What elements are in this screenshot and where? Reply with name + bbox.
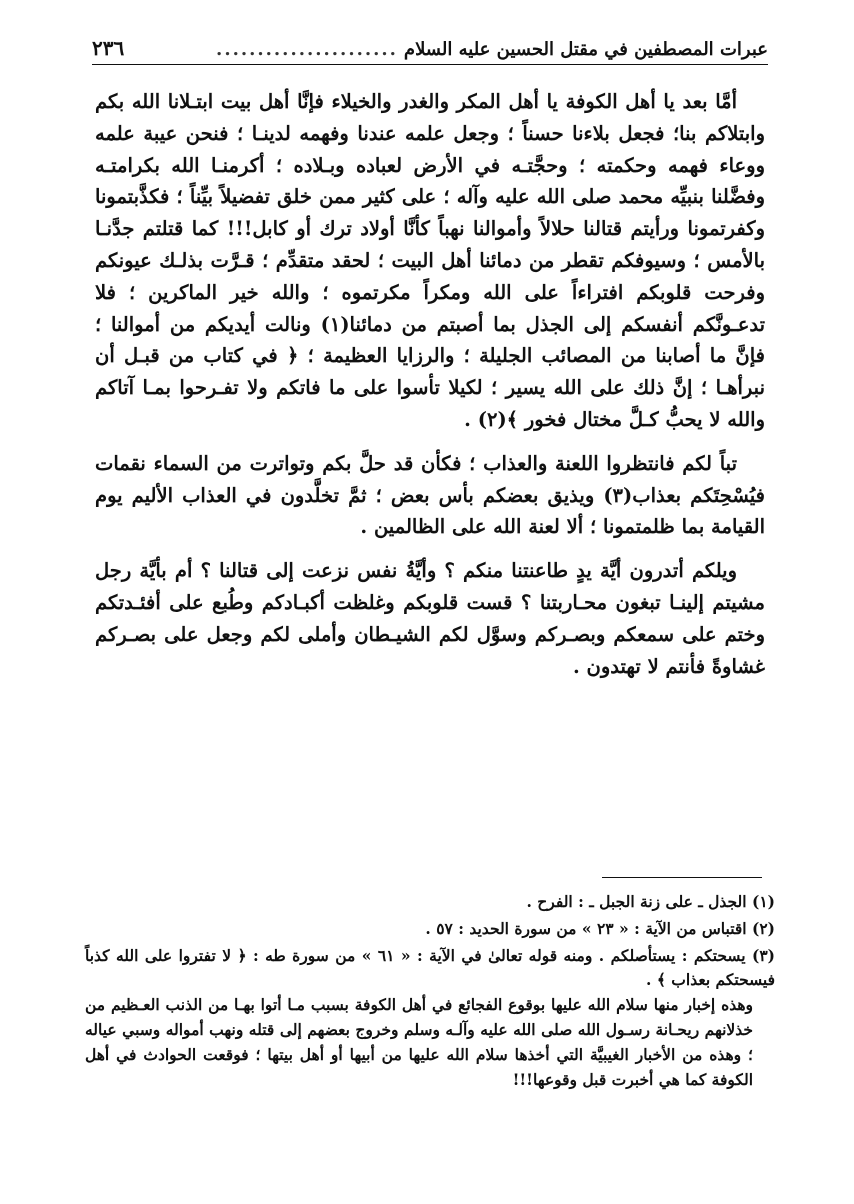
footnote-separator [602, 877, 762, 878]
footnotes [85, 888, 775, 1092]
footnote-item: (٣) يسحتكم : يستأصلكم . ومنه قوله تعالىٰ في الآية : « ٦١ » من سورة طه : ﴿ لا تفتروا على الله كذباً فيسحتكم بعذاب ﴾ . [85, 945, 775, 990]
footnote-item: (١) الجذل ـ على زنة الجبل ـ : الفرح . [526, 892, 775, 911]
page-number: ٢٣٦ [92, 36, 125, 60]
paragraph: ويلكم أتدرون أيَّة يدٍ طاعنتنا منكم ؟ وأيَّةُ نفس نزعت إلى قتالنا ؟ أم بأيَّة رجل مشيتم إلينـا تبغون محـاربتنا ؟ قست قلوبكم وغلظت أكبـادكم وطُبع على أفئـدتكم وختم على سمعكم وبصـركم وسوَّل لكم الشيـطان وأملى لكم وجعل على بصـركم غشاوةً فأنتم لا تهتدون . [95, 559, 765, 678]
book-title: عبرات المصطفين في مقتل الحسين عليه السلام [403, 39, 768, 60]
main-text [95, 86, 765, 694]
footnote-continuation: وهذه إخبار منها سلام الله عليها بوقوع الفجائع في أهل الكوفة بسبب مـا أتوا بهـا من الذنب العـظيم من خذلانهم ريحـانة رسـول الله صلى الله عليه وآلـه وسلم وخروج بعضهم إلى قتله ونهب أمواله وسبي عياله ؛ وهذه من الأخبار الغيبيَّة التي أخذها سلام الله عليها من أبيها أو أهل بيتها ؛ فوقعت الحوادث في أهل الكوفة كما هي أخبرت قبل وقوعها!!! [85, 995, 753, 1089]
footnote-item: (٢) اقتباس من الآية : « ٢٣ » من سورة الحديد : ٥٧ . [425, 918, 775, 938]
running-header [92, 30, 768, 65]
leader-dots: ...................... [216, 39, 398, 60]
paragraph: أمَّا بعد يا أهل الكوفة يا أهل المكر والغدر والخيلاء فإنَّا أهل بيت ابتـلانا الله بكم وابتلاكم بنا؛ فجعل بلاءنا حسناً ؛ وجعل علمه عندنا وفهمه لدينـا ؛ فنحن عيبة علمه ووعاء فهمه وحكمته ؛ وحجَّتـه في الأرض لعباده وبـلاده ؛ أكرمنـا الله بكرامتـه وفضَّلنا بنبيِّه محمد صلى الله عليه وآله ؛ على كثير ممن خلق تفضيلاً بيِّناً ؛ فكذَّبتمونا وكفرتمونا ورأيتم قتالنا حلالاً وأموالنا نهباً كأنَّا أولاد ترك أو كابل!!! كما قتلتم جدَّنـا بالأمس ؛ وسيوفكم تقطر من دمائنا أهل البيت ؛ لحقد متقدِّم ؛ قـرَّت بذلـك عيونكم وفرحت قلوبكم افتراءاً على الله ومكراً مكرتموه ؛ والله خير الماكرين ؛ فلا تدعـونَّكم أنفسكم إلى الجذل بما أصبتم من دمائنا(١) ونالت أيديكم من أموالنا ؛ فإنَّ ما أصابنا من المصائب الجليلة ؛ والرزايا العظيمة ؛ ﴿ في كتاب من قبـل أن نبرأهـا ؛ إنَّ ذلك على الله يسير ؛ لكيلا تأسوا على ما فاتكم ولا تفـرحوا بمـا آتاكم والله لا يحبُّ كـلَّ مختال فخور ﴾(٢) . [95, 90, 765, 431]
paragraph: تباً لكم فانتظروا اللعنة والعذاب ؛ فكأن قد حلَّ بكم وتواترت من السماء نقمات فيُسْحِتَكم بعذاب(٣) ويذيق بعضكم بأس بعض ؛ ثمَّ تخلَّدون في العذاب الأليم يوم القيامة بما ظلمتمونا ؛ ألا لعنة الله على الظالمين . [95, 451, 765, 539]
